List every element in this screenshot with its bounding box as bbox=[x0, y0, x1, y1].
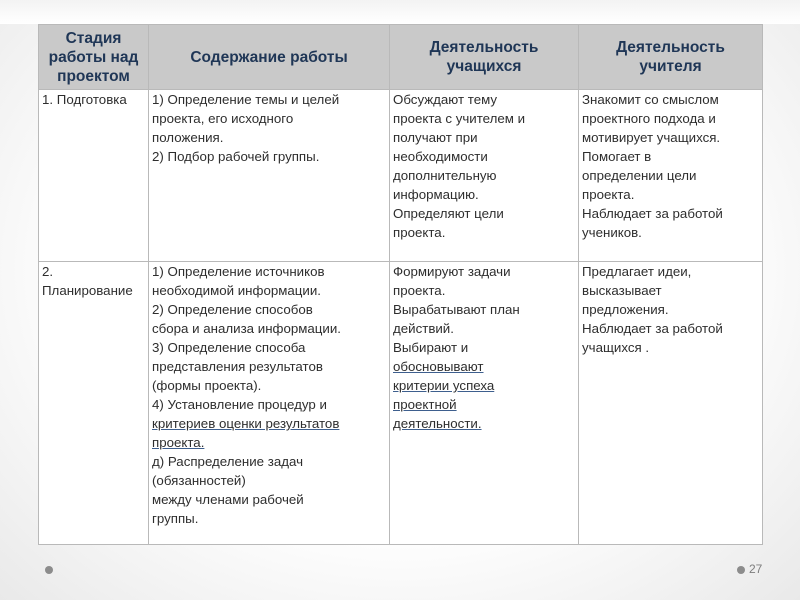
slide-top-strip bbox=[0, 0, 800, 24]
header-row bbox=[39, 25, 763, 90]
cell-content: 1) Определение источников необходимой информации. 2) Определение способов сбора и анализа информации. 3) Определение способа представления результатов (формы проекта). 4) Установление процедур и критериев оценки результатов проекта. д) Распределение задач (обязанностей) между членами рабочей группы. bbox=[149, 262, 390, 545]
cell-teacher: Знакомит со смыслом проектного подхода и мотивирует учащихся. Помогает в определении цели проекта. Наблюдает за работой учеников. bbox=[579, 90, 763, 262]
cell-students: Обсуждают тему проекта с учителем и получают при необходимости дополнительную информацию. Определяют цели проекта. bbox=[390, 90, 579, 262]
header-teacher: Деятельность учителя bbox=[579, 25, 763, 90]
cell-stage: 1. Подготовка bbox=[39, 90, 149, 262]
header-stage: Стадия работы над проектом bbox=[39, 25, 149, 90]
underlined-text: критерии успеха bbox=[393, 378, 495, 393]
underlined-text: критериев оценки результатов bbox=[152, 416, 340, 431]
cell-students: Формируют задачи проекта. Вырабатывают план действий. Выбирают и обосновывают критерии успеха проектной деятельности. bbox=[390, 262, 579, 545]
table-row-planning bbox=[39, 262, 763, 545]
page-number: 27 bbox=[749, 562, 763, 576]
table-row-preparation bbox=[39, 90, 763, 262]
header-students: Деятельность учащихся bbox=[390, 25, 579, 90]
right-bullet-dot bbox=[737, 566, 745, 574]
underlined-text: проектной bbox=[393, 397, 457, 412]
underlined-text: проекта. bbox=[152, 435, 205, 450]
left-bullet-dot bbox=[45, 566, 53, 574]
header-content: Содержание работы bbox=[149, 25, 390, 90]
cell-stage: 2. Планирование bbox=[39, 262, 149, 545]
cell-content: 1) Определение темы и целей проекта, его исходного положения. 2) Подбор рабочей группы. bbox=[149, 90, 390, 262]
cell-teacher: Предлагает идеи, высказывает предложения. Наблюдает за работой учащихся . bbox=[579, 262, 763, 545]
underlined-text: деятельности. bbox=[393, 416, 482, 431]
project-stages-table bbox=[38, 24, 763, 545]
underlined-text: обосновывают bbox=[393, 359, 484, 374]
